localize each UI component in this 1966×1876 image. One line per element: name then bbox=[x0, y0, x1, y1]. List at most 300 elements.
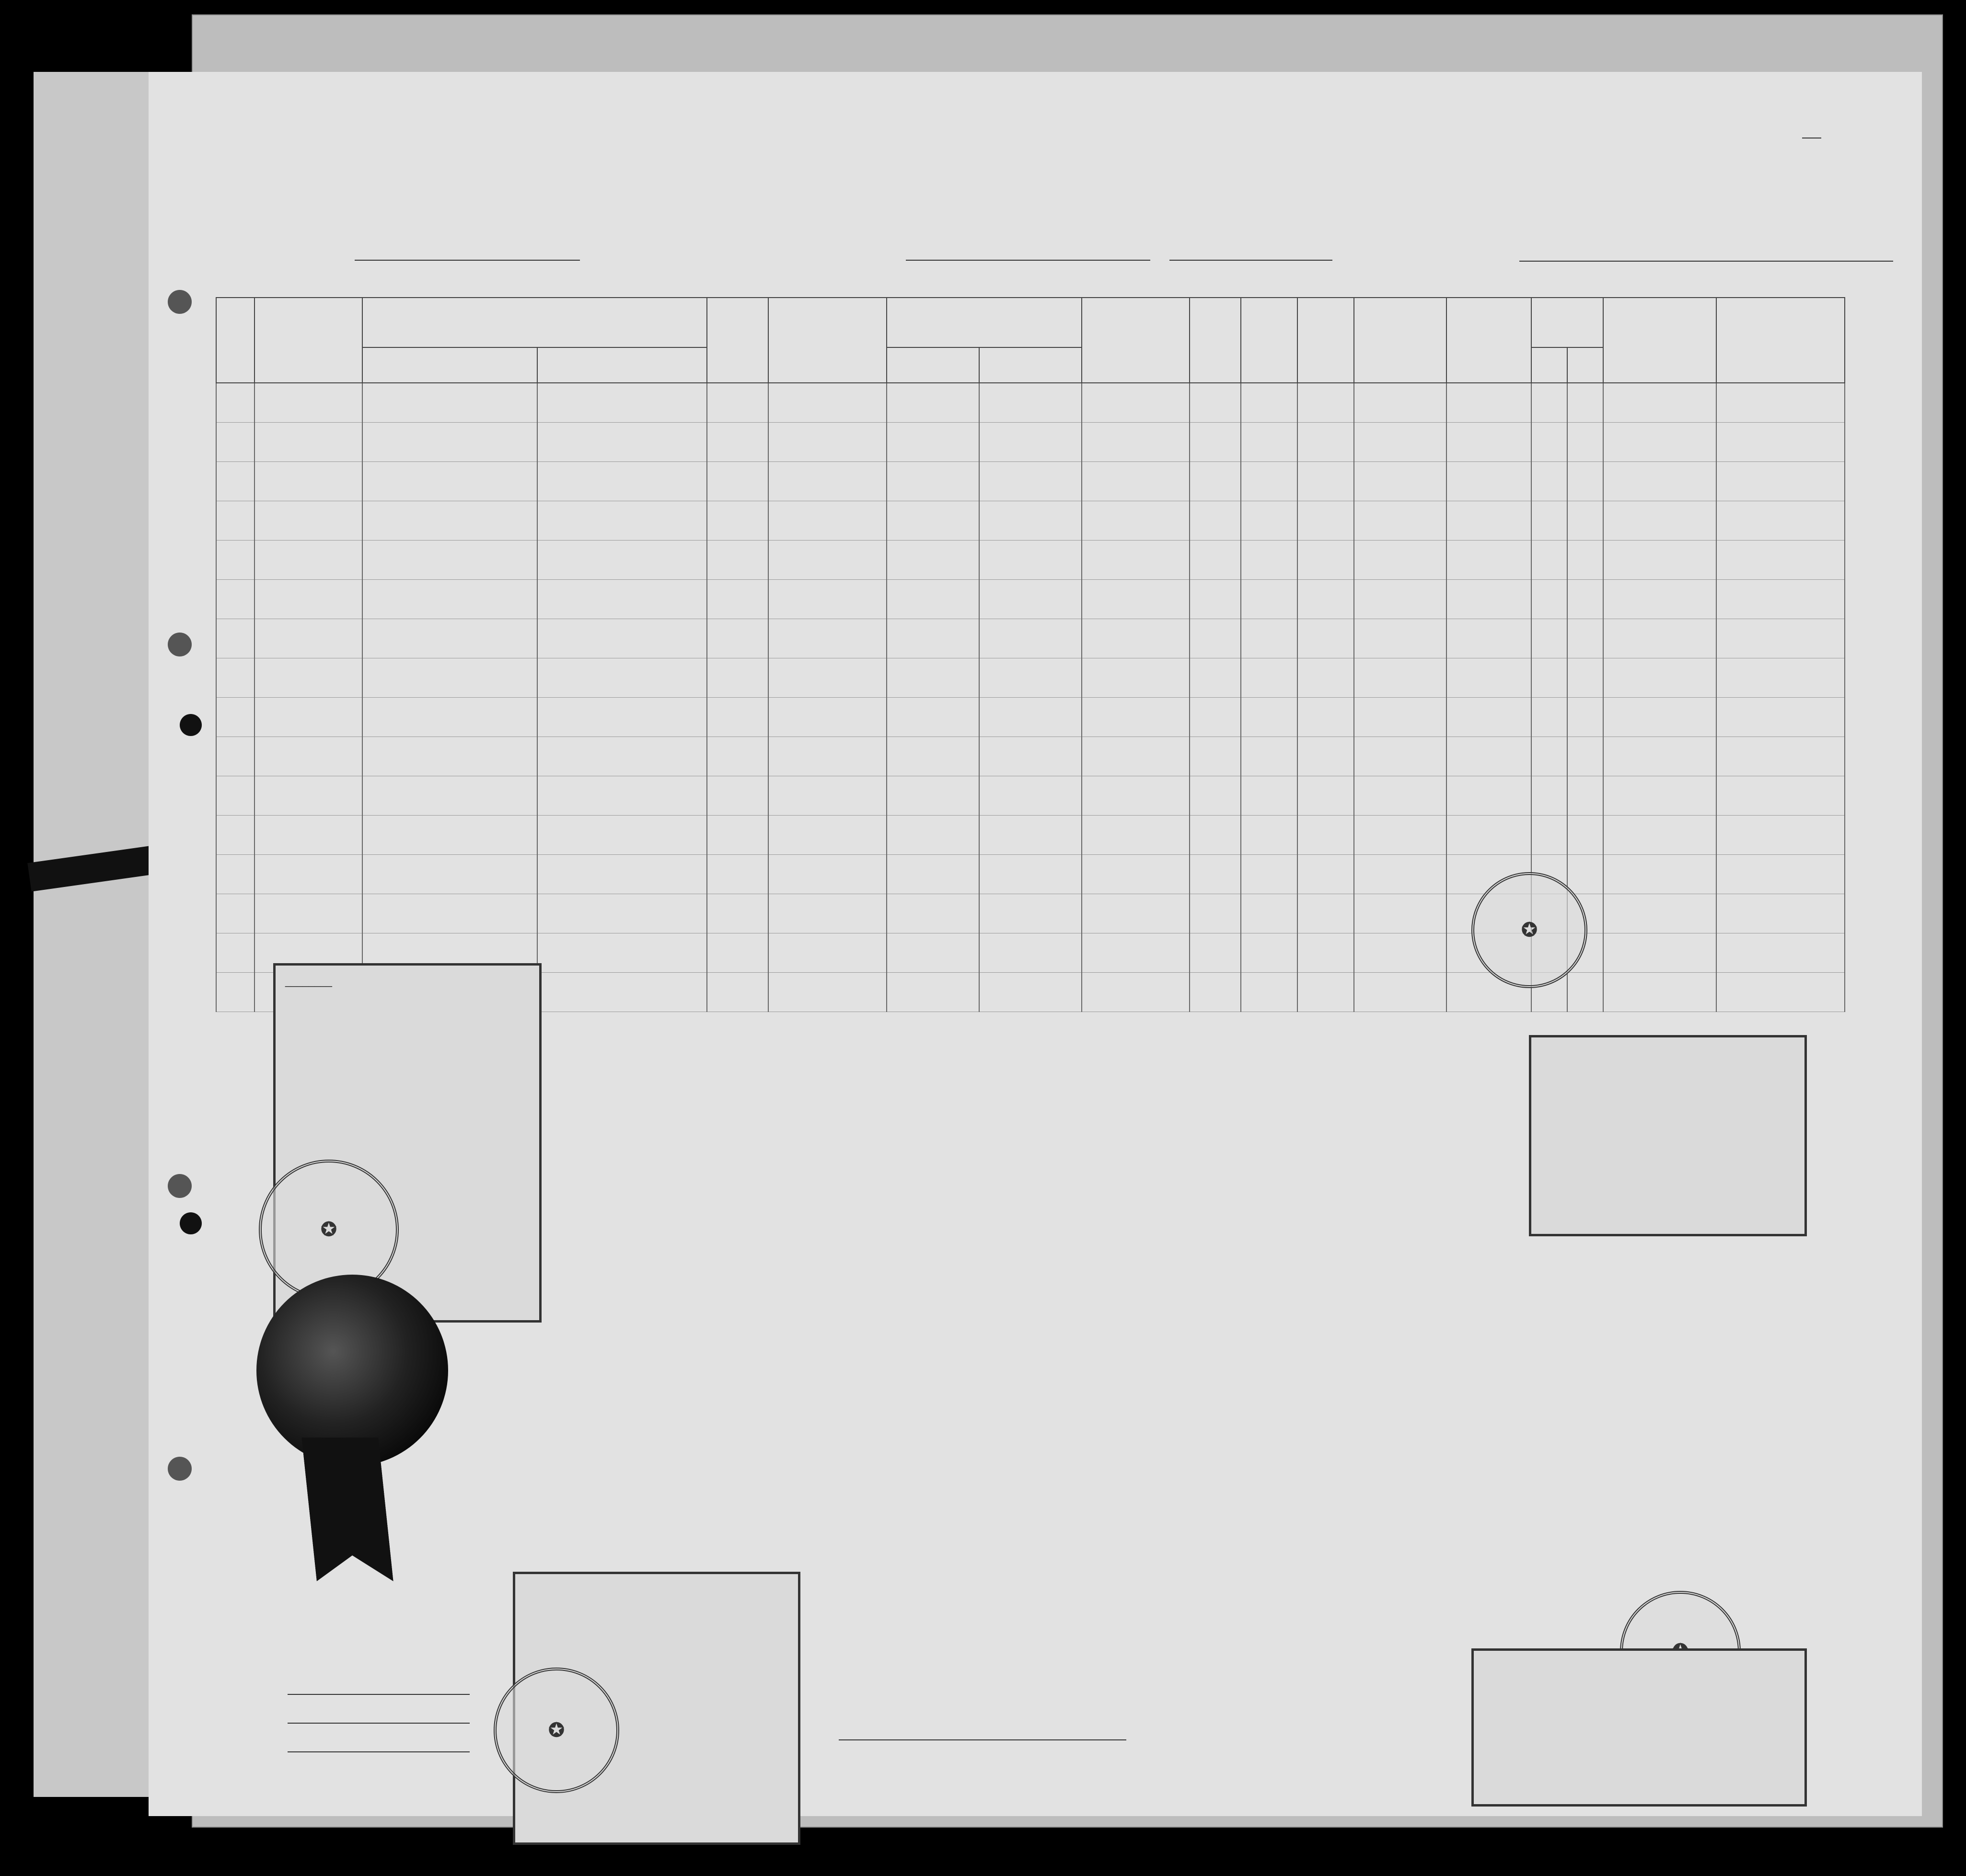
eagle-icon: ✪ bbox=[548, 1720, 565, 1741]
cell-sex bbox=[1297, 619, 1354, 658]
col-height bbox=[1531, 298, 1603, 347]
cell-sex bbox=[1297, 973, 1354, 1012]
cell-where bbox=[979, 737, 1082, 776]
cell-age bbox=[1241, 658, 1297, 698]
cell-remarks bbox=[1716, 933, 1845, 973]
cell-paid bbox=[1082, 383, 1190, 423]
cell-race bbox=[1354, 933, 1446, 973]
cell-remarks bbox=[1716, 462, 1845, 501]
cell-nat bbox=[1446, 383, 1531, 423]
cell-read bbox=[1190, 619, 1241, 658]
cell-age bbox=[1241, 816, 1297, 855]
cell-where bbox=[979, 541, 1082, 580]
cell-race bbox=[1354, 698, 1446, 737]
cell-position bbox=[768, 776, 887, 816]
cell-sex bbox=[1297, 816, 1354, 855]
cell-service bbox=[707, 973, 769, 1012]
cell-family bbox=[362, 816, 537, 855]
table-body bbox=[216, 383, 1845, 1012]
cell-remarks bbox=[1716, 776, 1845, 816]
cell-race bbox=[1354, 894, 1446, 933]
cell-no bbox=[216, 894, 254, 933]
cell-read bbox=[1190, 698, 1241, 737]
cell-race bbox=[1354, 580, 1446, 619]
col-age bbox=[1241, 298, 1297, 383]
cell-read bbox=[1190, 501, 1241, 541]
cell-position bbox=[768, 658, 887, 698]
cell-service bbox=[707, 894, 769, 933]
cell-prev bbox=[254, 619, 362, 658]
cell-read bbox=[1190, 541, 1241, 580]
cell-where bbox=[979, 383, 1082, 423]
cell-paid bbox=[1082, 658, 1190, 698]
cell-position bbox=[768, 501, 887, 541]
cell-nat bbox=[1446, 737, 1531, 776]
cell-sex bbox=[1297, 855, 1354, 894]
table-row bbox=[216, 423, 1845, 462]
col-given bbox=[537, 347, 707, 383]
cell-i bbox=[1567, 737, 1603, 776]
cell-race bbox=[1354, 423, 1446, 462]
cell-i bbox=[1567, 383, 1603, 423]
cell-read bbox=[1190, 894, 1241, 933]
cell-nat bbox=[1446, 423, 1531, 462]
cell-family bbox=[362, 737, 537, 776]
date-value bbox=[1539, 1042, 1558, 1058]
cell-sex bbox=[1297, 462, 1354, 501]
cell-service bbox=[707, 501, 769, 541]
manifest-page bbox=[149, 72, 1922, 1816]
cell-age bbox=[1241, 933, 1297, 973]
cell-position bbox=[768, 894, 887, 933]
cell-f bbox=[1531, 816, 1567, 855]
cell-paid bbox=[1082, 894, 1190, 933]
cell-paid bbox=[1082, 423, 1190, 462]
cell-given bbox=[537, 658, 707, 698]
date-line bbox=[1539, 1042, 1797, 1059]
col-sex bbox=[1297, 298, 1354, 383]
city-value bbox=[521, 1580, 559, 1598]
cell-position bbox=[768, 855, 887, 894]
cell-no bbox=[216, 658, 254, 698]
entries-value bbox=[1481, 1656, 1558, 1675]
cell-f bbox=[1531, 698, 1567, 737]
cell-age bbox=[1241, 541, 1297, 580]
cell-remarks bbox=[1716, 698, 1845, 737]
cell-race bbox=[1354, 462, 1446, 501]
table-row bbox=[216, 737, 1845, 776]
cell-service bbox=[707, 580, 769, 619]
table-row bbox=[216, 580, 1845, 619]
cell-read bbox=[1190, 855, 1241, 894]
cell-no bbox=[216, 619, 254, 658]
cell-where bbox=[979, 973, 1082, 1012]
cell-i bbox=[1567, 698, 1603, 737]
cell-where bbox=[979, 855, 1082, 894]
cell-i bbox=[1567, 658, 1603, 698]
cell-prev bbox=[254, 501, 362, 541]
table-row bbox=[216, 541, 1845, 580]
cell-service bbox=[707, 383, 769, 423]
cell-age bbox=[1241, 423, 1297, 462]
cell-nat bbox=[1446, 619, 1531, 658]
cell-i bbox=[1567, 462, 1603, 501]
cell-no bbox=[216, 541, 254, 580]
cell-given bbox=[537, 973, 707, 1012]
cell-f bbox=[1531, 423, 1567, 462]
cell-prev bbox=[254, 658, 362, 698]
cell-given bbox=[537, 855, 707, 894]
cell-race bbox=[1354, 816, 1446, 855]
cell-service bbox=[707, 816, 769, 855]
cell-prev bbox=[254, 383, 362, 423]
cell-age bbox=[1241, 737, 1297, 776]
cell-prev bbox=[254, 462, 362, 501]
cell-position bbox=[768, 933, 887, 973]
table-row bbox=[216, 698, 1845, 737]
table-row bbox=[216, 894, 1845, 933]
cell-when bbox=[887, 423, 979, 462]
cell-nat bbox=[1446, 698, 1531, 737]
cell-given bbox=[537, 776, 707, 816]
cell-when bbox=[887, 658, 979, 698]
cell-where bbox=[979, 501, 1082, 541]
col-family bbox=[362, 347, 537, 383]
cell-family bbox=[362, 423, 537, 462]
col-where bbox=[979, 347, 1082, 383]
cell-family bbox=[362, 619, 537, 658]
col-remarks bbox=[1716, 298, 1845, 383]
cell-paid bbox=[1082, 816, 1190, 855]
cell-position bbox=[768, 423, 887, 462]
cell-race bbox=[1354, 855, 1446, 894]
table-row bbox=[216, 383, 1845, 423]
cell-no bbox=[216, 776, 254, 816]
cell-position bbox=[768, 619, 887, 658]
cell-f bbox=[1531, 737, 1567, 776]
punch-hole bbox=[168, 633, 192, 656]
cell-position bbox=[768, 541, 887, 580]
cell-remarks bbox=[1716, 619, 1845, 658]
cell-when bbox=[887, 816, 979, 855]
cristobal-stamp bbox=[1529, 1035, 1807, 1236]
cell-no bbox=[216, 501, 254, 541]
cell-remarks bbox=[1716, 855, 1845, 894]
cell-given bbox=[537, 580, 707, 619]
cell-sex bbox=[1297, 776, 1354, 816]
cell-given bbox=[537, 933, 707, 973]
callao-seal-upper bbox=[1471, 872, 1587, 988]
cell-given bbox=[537, 698, 707, 737]
cell-marks bbox=[1603, 698, 1716, 737]
seal-ribbon bbox=[301, 1438, 393, 1581]
cell-sex bbox=[1297, 580, 1354, 619]
cell-remarks bbox=[1716, 816, 1845, 855]
cell-given bbox=[537, 619, 707, 658]
cell-given bbox=[537, 462, 707, 501]
cell-given bbox=[537, 894, 707, 933]
cell-when bbox=[887, 580, 979, 619]
cell-when bbox=[887, 973, 979, 1012]
cell-no bbox=[216, 423, 254, 462]
punch-hole bbox=[168, 1174, 192, 1198]
col-read bbox=[1190, 298, 1241, 383]
cell-prev bbox=[254, 698, 362, 737]
col-marks bbox=[1603, 298, 1716, 383]
cell-race bbox=[1354, 541, 1446, 580]
cell-family bbox=[362, 894, 537, 933]
punch-hole bbox=[180, 714, 202, 736]
cell-given bbox=[537, 541, 707, 580]
cell-remarks bbox=[1716, 423, 1845, 462]
cell-race bbox=[1354, 973, 1446, 1012]
col-service bbox=[707, 298, 769, 383]
cell-where bbox=[979, 933, 1082, 973]
edge-lettering bbox=[43, 374, 101, 997]
cell-no bbox=[216, 973, 254, 1012]
table-row bbox=[216, 776, 1845, 816]
cell-race bbox=[1354, 658, 1446, 698]
cell-given bbox=[537, 737, 707, 776]
cell-when bbox=[887, 501, 979, 541]
cell-sex bbox=[1297, 737, 1354, 776]
agents-rule bbox=[288, 1751, 470, 1752]
col-feet bbox=[1531, 347, 1567, 383]
cell-position bbox=[768, 383, 887, 423]
cell-prev bbox=[254, 816, 362, 855]
cell-no bbox=[216, 737, 254, 776]
cell-prev bbox=[254, 776, 362, 816]
stamp-no: ________ bbox=[285, 975, 332, 987]
cell-family bbox=[362, 462, 537, 501]
vessel-name bbox=[355, 260, 580, 261]
cell-f bbox=[1531, 501, 1567, 541]
cell-family bbox=[362, 698, 537, 737]
cell-sex bbox=[1297, 658, 1354, 698]
cell-read bbox=[1190, 776, 1241, 816]
cell-marks bbox=[1603, 580, 1716, 619]
cell-family bbox=[362, 383, 537, 423]
cell-nat bbox=[1446, 462, 1531, 501]
city-country-labels bbox=[521, 1599, 792, 1610]
cell-service bbox=[707, 423, 769, 462]
cell-f bbox=[1531, 541, 1567, 580]
cell-race bbox=[1354, 737, 1446, 776]
arrival-port bbox=[906, 260, 1150, 261]
cell-no bbox=[216, 816, 254, 855]
cell-paid bbox=[1082, 501, 1190, 541]
from-port bbox=[1519, 261, 1893, 262]
cell-race bbox=[1354, 619, 1446, 658]
cell-service bbox=[707, 737, 769, 776]
cell-when bbox=[887, 737, 979, 776]
cell-where bbox=[979, 776, 1082, 816]
cell-marks bbox=[1603, 933, 1716, 973]
cell-when bbox=[887, 894, 979, 933]
cell-read bbox=[1190, 816, 1241, 855]
cell-nat bbox=[1446, 816, 1531, 855]
eagle-icon: ✪ bbox=[1521, 920, 1538, 941]
table-row bbox=[216, 619, 1845, 658]
cell-position bbox=[768, 737, 887, 776]
cell-sex bbox=[1297, 501, 1354, 541]
cell-when bbox=[887, 541, 979, 580]
cell-read bbox=[1190, 423, 1241, 462]
vessel-line bbox=[288, 254, 1893, 283]
sheet-number bbox=[1802, 120, 1821, 138]
cell-service bbox=[707, 776, 769, 816]
cell-sex bbox=[1297, 698, 1354, 737]
cell-family bbox=[362, 855, 537, 894]
table-row bbox=[216, 501, 1845, 541]
cell-prev bbox=[254, 541, 362, 580]
cell-no bbox=[216, 698, 254, 737]
col-nationality bbox=[1446, 298, 1531, 383]
cell-nat bbox=[1446, 658, 1531, 698]
cell-remarks bbox=[1716, 973, 1845, 1012]
cell-when bbox=[887, 776, 979, 816]
col-prev bbox=[254, 298, 362, 383]
cell-read bbox=[1190, 933, 1241, 973]
cell-service bbox=[707, 462, 769, 501]
cell-i bbox=[1567, 816, 1603, 855]
cell-no bbox=[216, 580, 254, 619]
cell-nat bbox=[1446, 501, 1531, 541]
cell-paid bbox=[1082, 698, 1190, 737]
cell-position bbox=[768, 816, 887, 855]
cell-family bbox=[362, 658, 537, 698]
cell-position bbox=[768, 973, 887, 1012]
cell-service bbox=[707, 933, 769, 973]
cell-i bbox=[1567, 973, 1603, 1012]
cell-given bbox=[537, 501, 707, 541]
cell-marks bbox=[1603, 816, 1716, 855]
cell-when bbox=[887, 933, 979, 973]
cell-age bbox=[1241, 580, 1297, 619]
cell-remarks bbox=[1716, 894, 1845, 933]
sheet-value bbox=[1802, 120, 1821, 138]
table-row bbox=[216, 658, 1845, 698]
cell-paid bbox=[1082, 776, 1190, 816]
cell-paid bbox=[1082, 580, 1190, 619]
cell-prev bbox=[254, 855, 362, 894]
cell-service bbox=[707, 541, 769, 580]
cell-read bbox=[1190, 383, 1241, 423]
cell-age bbox=[1241, 855, 1297, 894]
cell-age bbox=[1241, 383, 1297, 423]
table-row bbox=[216, 816, 1845, 855]
col-name bbox=[362, 298, 706, 347]
cell-sex bbox=[1297, 541, 1354, 580]
cell-position bbox=[768, 580, 887, 619]
sheets-entries bbox=[1481, 1656, 1797, 1675]
cell-when bbox=[887, 698, 979, 737]
cell-age bbox=[1241, 501, 1297, 541]
col-when bbox=[887, 347, 979, 383]
cell-nat bbox=[1446, 580, 1531, 619]
cell-sex bbox=[1297, 383, 1354, 423]
cell-marks bbox=[1603, 776, 1716, 816]
callao-consulate-seal bbox=[494, 1668, 619, 1793]
eagle-icon: ✪ bbox=[321, 1219, 337, 1240]
cell-marks bbox=[1603, 423, 1716, 462]
cell-marks bbox=[1603, 501, 1716, 541]
cell-where bbox=[979, 658, 1082, 698]
cell-nat bbox=[1446, 541, 1531, 580]
cell-paid bbox=[1082, 973, 1190, 1012]
inspector-label bbox=[839, 1739, 1126, 1742]
cell-paid bbox=[1082, 541, 1190, 580]
cell-no bbox=[216, 933, 254, 973]
cell-when bbox=[887, 383, 979, 423]
cell-paid bbox=[1082, 933, 1190, 973]
cell-age bbox=[1241, 973, 1297, 1012]
cell-prev bbox=[254, 423, 362, 462]
punch-hole bbox=[168, 290, 192, 314]
cell-age bbox=[1241, 462, 1297, 501]
cell-no bbox=[216, 855, 254, 894]
cell-race bbox=[1354, 501, 1446, 541]
cell-paid bbox=[1082, 462, 1190, 501]
cell-age bbox=[1241, 894, 1297, 933]
arrival-month bbox=[1169, 260, 1332, 261]
at-line bbox=[521, 1580, 792, 1599]
cell-f bbox=[1531, 658, 1567, 698]
col-no bbox=[216, 298, 254, 383]
cell-f bbox=[1531, 383, 1567, 423]
cell-family bbox=[362, 541, 537, 580]
cell-read bbox=[1190, 580, 1241, 619]
cell-marks bbox=[1603, 658, 1716, 698]
cell-service bbox=[707, 698, 769, 737]
cell-paid bbox=[1082, 737, 1190, 776]
cell-race bbox=[1354, 776, 1446, 816]
cell-prev bbox=[254, 737, 362, 776]
punch-hole bbox=[180, 1212, 202, 1234]
cell-marks bbox=[1603, 894, 1716, 933]
cell-where bbox=[979, 816, 1082, 855]
balboa-stamp bbox=[1471, 1648, 1807, 1807]
cell-read bbox=[1190, 462, 1241, 501]
cell-i bbox=[1567, 776, 1603, 816]
cell-where bbox=[979, 462, 1082, 501]
cell-i bbox=[1567, 619, 1603, 658]
cell-f bbox=[1531, 462, 1567, 501]
cell-position bbox=[768, 462, 887, 501]
cell-prev bbox=[254, 580, 362, 619]
cell-marks bbox=[1603, 462, 1716, 501]
cell-remarks bbox=[1716, 541, 1845, 580]
cell-service bbox=[707, 855, 769, 894]
cell-remarks bbox=[1716, 501, 1845, 541]
cell-age bbox=[1241, 698, 1297, 737]
cell-remarks bbox=[1716, 737, 1845, 776]
col-inches bbox=[1567, 347, 1603, 383]
cell-f bbox=[1531, 619, 1567, 658]
cell-service bbox=[707, 619, 769, 658]
cell-given bbox=[537, 423, 707, 462]
cell-i bbox=[1567, 855, 1603, 894]
punch-hole bbox=[168, 1457, 192, 1481]
cell-sex bbox=[1297, 933, 1354, 973]
cell-position bbox=[768, 698, 887, 737]
cell-age bbox=[1241, 776, 1297, 816]
line-rule bbox=[288, 1694, 470, 1695]
cell-remarks bbox=[1716, 580, 1845, 619]
col-shipped bbox=[887, 298, 1082, 347]
cell-paid bbox=[1082, 855, 1190, 894]
cell-service bbox=[707, 658, 769, 698]
